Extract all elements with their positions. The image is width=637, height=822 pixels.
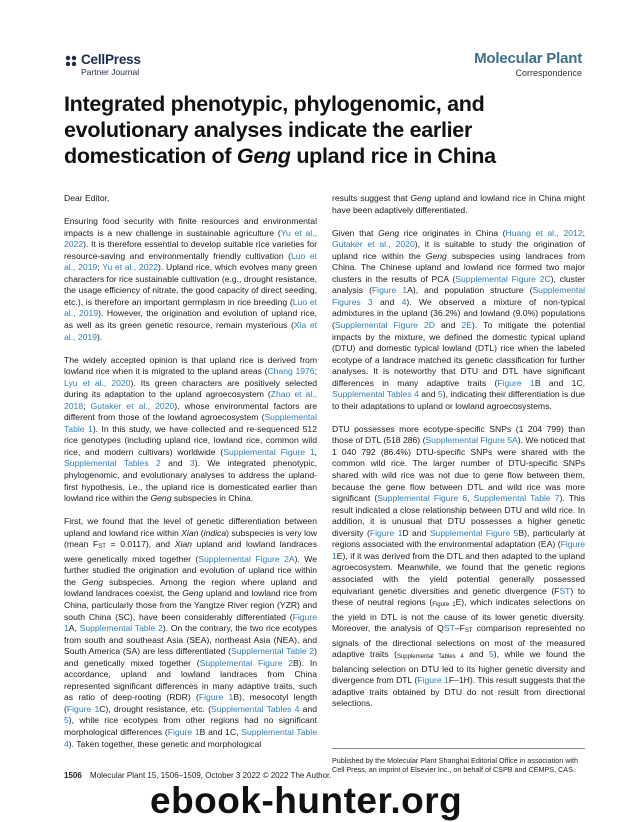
text-run: ), cluster analysis ( — [332, 273, 585, 296]
text-run: and — [418, 389, 438, 400]
text-run: ). On the contrary, the two rice ecotypes from south and southeast Asia (SEA), northeast Asia (NEA), and South America (SA) are less differentiated ( — [64, 623, 318, 657]
subscript: Figure 1 — [432, 602, 456, 609]
text-run: C), drought resistance, etc. ( — [99, 703, 211, 714]
journal-name: Molecular Plant — [474, 50, 582, 67]
reference-link[interactable]: Figure 1 — [332, 539, 585, 561]
reference-link[interactable]: Supplemental Figure 5A — [425, 435, 518, 446]
text-run: = 0.0117), and — [105, 539, 175, 550]
italic-term: Geng — [82, 576, 104, 587]
reference-link[interactable]: 5 — [489, 649, 494, 660]
text-run: ). We integrated phenotypic, phylogenomic, and evolutionary analyses to address the upland-first hypothesis, i.e., the upland rice is domesticated earlier than lowland rice within the — [64, 458, 317, 504]
text-run: A), and population structure ( — [407, 285, 533, 296]
text-run: upland and lowland rice from China, particularly those from the Yangtze River region (YZR) and south China (SC), have been considerably differentiated ( — [64, 588, 317, 622]
paragraph — [64, 516, 317, 750]
reference-link[interactable]: Supplemental Figure 5 — [429, 527, 519, 538]
text-run: ), it is suitable to study the origination of upland rice within the — [332, 239, 586, 261]
text-run: Ensuring food security with finite resources and environmental impacts is a new challenge in sustainable agriculture ( — [64, 216, 317, 238]
text-run: ) and genetically mixed together ( — [64, 646, 317, 668]
reference-link[interactable]: Supplemental Table 1 — [64, 412, 317, 434]
article-title — [64, 91, 584, 169]
text-run: rice originates in China ( — [399, 227, 506, 238]
text-run: ), while rice ecotypes from other regions had no significant morphological differences ( — [64, 715, 317, 738]
reference-link[interactable]: Yu et al., 2022 — [64, 227, 317, 250]
text-run: Given that — [332, 227, 379, 238]
italic-term: Geng — [425, 250, 447, 261]
title-line-3-italic: Geng — [236, 144, 291, 168]
text-run: ) subspecies is very low (mean F — [64, 527, 317, 550]
text-run: subspecies using landraces from China. The Chinese upland and lowland rice formed two major clusters in the results of PCA ( — [332, 250, 585, 284]
text-run: and — [463, 649, 490, 660]
text-run: subspecies. Among the region where upland and lowland landraces coexist, the — [64, 576, 317, 599]
text-run: ), indicating their differentiation is due to their adaptations to upland or lowland agroecosystems. — [332, 389, 586, 411]
text-run: ). — [96, 331, 103, 342]
reference-link[interactable]: Gutaker et al., 2020 — [332, 239, 415, 250]
reference-link[interactable]: Gutaker et al., 2020 — [90, 400, 175, 411]
page-footer — [64, 771, 332, 780]
journal-citation: Molecular Plant 15, 1506–1509, October 3 2022 © 2022 The Author. — [90, 771, 332, 780]
text-run: ). In this study, we have collected and re-sequenced 512 rice genotypes (including upland rice, lowland rice, common wild rice, and modern cultivars) worldwide ( — [64, 423, 317, 457]
reference-link[interactable]: Figure 1 — [198, 692, 234, 703]
reference-link[interactable]: Supplemental Table 2 — [231, 646, 315, 657]
text-run: ). To mitigate the potential impacts by the mixture, we defined the domestic typical upland (DTU) and domestic typical lowland (DTL) rice when the labeled ecotype of a landrace matched its genetic classification for further analyses. It is noteworthy that DTU and DTL have significant differences in many adaptive traits ( — [332, 319, 585, 388]
reference-link[interactable]: Luo et al., 2019 — [64, 296, 317, 319]
reference-link[interactable]: Lyu et al., 2020 — [64, 377, 131, 388]
text-run: comparison represented no signals of the directional selections on most of the measured adaptive traits ( — [332, 623, 585, 660]
subscript: ST — [98, 544, 106, 551]
reference-link[interactable]: Yu et al., 2022 — [102, 262, 159, 273]
text-run: and — [372, 296, 402, 307]
text-run: ). Upland rice, which evolves many green characters for rice sustainable cultivation (e.g., drought resistance, the usage efficiency of nitrate, the good capacity of direct seeding, etc.), is therefore an important germplasm in rice breeding ( — [64, 262, 317, 307]
italic-term: Geng — [410, 193, 432, 203]
reference-link[interactable]: 2E — [461, 319, 472, 330]
italic-term: Xian — [181, 527, 199, 538]
italic-term: Geng — [182, 588, 204, 599]
reference-link[interactable]: Supplemental Figure 2A — [198, 553, 295, 564]
reference-link[interactable]: ST — [559, 585, 571, 596]
text-run: and — [299, 703, 317, 714]
text-run: , — [314, 446, 318, 457]
text-run: subspecies in China. — [171, 493, 254, 504]
reference-link[interactable]: 3 — [189, 458, 195, 469]
reference-link[interactable]: Huang et al., 2012 — [505, 227, 583, 238]
text-run: ; — [83, 400, 91, 411]
text-run: , — [467, 493, 474, 504]
reference-link[interactable]: Supplemental Tables 2 — [64, 458, 161, 469]
reference-link[interactable]: Figure 1 — [371, 285, 408, 296]
reference-link[interactable]: Supplemental Table 2 — [79, 623, 163, 634]
reference-link[interactable]: Chang 1976 — [267, 366, 315, 377]
watermark-text: ebook-hunter.org — [150, 780, 463, 821]
italic-term: Xian — [174, 539, 192, 550]
text-run: ). We observed a mixture of non-typical admixtures in the upland (36.2%) and lowland (9.0%) populations ( — [332, 296, 585, 330]
left-column — [64, 193, 317, 762]
right-column — [332, 193, 585, 721]
reference-link[interactable]: Supplemental Table 7 — [473, 493, 560, 504]
reference-link[interactable]: Supplemental Figure 2C — [455, 273, 551, 284]
text-run: A, — [68, 623, 80, 634]
reference-link[interactable]: Supplemental Tables 4 — [332, 389, 419, 400]
text-run: ; — [97, 262, 103, 273]
text-run: D and — [402, 527, 430, 538]
text-run: and — [434, 319, 462, 330]
title-line-3-pre: domestication of — [64, 144, 237, 168]
text-run: B), particularly at regions associated with the environmental adaptation (EA) ( — [332, 527, 585, 550]
text-run: B and 1C, — [534, 377, 585, 388]
paragraph — [64, 355, 317, 505]
text-run: E), if it was derived from the DTL and then adapted to the upland agroecosystem. Meanwhile, we found that the genetic regions associated with the yield potential generally possessed equivariant genetic diversities and genetic divergence (F — [332, 550, 585, 596]
journal-header — [474, 50, 582, 78]
text-run: ) to these of neutral regions ( — [332, 585, 585, 608]
reference-link[interactable]: Figure 1 — [417, 675, 449, 686]
reference-link[interactable]: Supplemental Table 4 — [64, 727, 317, 749]
reference-link[interactable]: 4 — [401, 296, 407, 307]
reference-link[interactable]: Supplemental Figure 2D — [334, 319, 435, 330]
paragraph — [64, 216, 317, 343]
text-run: ; — [314, 366, 317, 377]
text-run: B and 1C, — [199, 727, 242, 738]
paragraph — [332, 228, 585, 413]
reference-link[interactable]: Xia et al., 2019 — [64, 319, 317, 342]
cellpress-logo-icon — [64, 54, 78, 68]
text-run: The widely accepted opinion is that upland rice is derived from lowland rice when it is migrated to the upland areas ( — [64, 354, 317, 377]
italic-term: Geng — [378, 227, 400, 238]
title-line-2: evolutionary analyses indicate the earlier — [64, 118, 473, 142]
italic-term: indica — [203, 527, 227, 538]
reference-link[interactable]: ST — [443, 623, 455, 634]
text-run: ). However, the origination and evolution of upland rice, as well as its green genetic resource, remain mysterious ( — [64, 308, 317, 330]
italic-term: Geng — [150, 493, 172, 504]
subscript: Supplemental Tables 4 — [396, 654, 464, 661]
salutation: Dear Editor, — [64, 193, 110, 203]
text-run: ; — [582, 227, 585, 238]
paragraph — [332, 424, 585, 710]
text-run: ). We further studied the origination and evolution of upland rice within the — [64, 553, 318, 587]
text-run: B), mesocotyl length ( — [64, 692, 317, 714]
publisher-name: CellPress — [81, 52, 141, 67]
paragraph — [332, 193, 585, 216]
reference-link[interactable]: Figure 1 — [497, 377, 535, 388]
text-run: ). It is therefore essential to develop suitable rice varieties for resource-saving and environmentally friendly cultivation ( — [64, 239, 317, 261]
title-line-1: Integrated phenotypic, phylogenomic, and — [64, 92, 485, 116]
reference-link[interactable]: Figure 1 — [369, 527, 403, 538]
text-run: ). We noticed that 1 040 792 (86.4%) DTU-specific SNPs were shared with the common wild rice. The larger number of DTU-specific SNPs shared with wild rice was not due to gene flow between them, because the gene flow between DTL and wild rice was more significant ( — [332, 435, 585, 504]
reference-link[interactable]: 5 — [64, 715, 69, 726]
reference-link[interactable]: Figure 1 — [167, 727, 200, 738]
text-run: results suggest that — [332, 193, 411, 203]
text-run: E), which indicates selections on the yield in DTL is not the cause of its lower genetic diversity. Moreover, the analysis of Q — [332, 597, 585, 634]
text-run: First, we found that the level of genetic differentiation between upland and lowland rice within — [64, 516, 317, 538]
text-run: –F — [454, 623, 465, 634]
text-run: ). Taken together, these genetic and morphological — [68, 738, 262, 749]
text-run: upland and lowland rice in China might have been adaptively differentiated. — [332, 193, 585, 215]
text-run: ), while we found the balancing selection on DTU led to its higher genetic diversity and divergence from DTL ( — [332, 649, 585, 686]
title-line-3-post: upland rice in China — [290, 144, 496, 168]
text-run: ), whose environmental factors are different from those of the lowland agroecosystem ( — [64, 400, 317, 423]
text-run: ). Its green characters are positively selected during its adaptation to the upland agroecosystem ( — [64, 377, 317, 400]
reference-link[interactable]: Figure 1 — [64, 611, 317, 634]
reference-link[interactable]: Supplemental Figures 3 — [332, 285, 586, 307]
reference-link[interactable]: Supplemental Figure 2 — [199, 657, 293, 668]
subscript: ST — [464, 628, 473, 635]
text-run: B). In accordance, upland and lowland landraces from China represented significant differences in many adaptive traits, such as ratio of deep-rooting (RDR) ( — [64, 657, 317, 703]
text-run: upland and lowland landraces were genetically mixed together ( — [64, 539, 318, 564]
publisher-footnote: Published by the Molecular Plant Shanghai Editorial Office in association with Cell Press, an imprint of Elsevier Inc., on behalf of CSPB and CEMPS, CAS. — [332, 748, 585, 774]
text-run: DTU possesses more ecotype-specific SNPs (1 204 799) than those of DTL (518 286) ( — [332, 423, 585, 446]
page-number: 1506 — [64, 771, 82, 780]
text-run: and — [160, 458, 190, 469]
text-run: ). This result indicated a close relationship between DTU and wild rice. In addition, it is unusual that DTU possesses a higher genetic diversity ( — [332, 493, 586, 538]
article-type: Correspondence — [515, 68, 582, 78]
publisher-subtitle: Partner Journal — [81, 67, 140, 77]
text-run: ( — [198, 527, 204, 538]
reference-link[interactable]: Luo et al., 2019 — [64, 250, 317, 273]
text-run: F–1H). This result suggests that the adaptive traits obtained by DTU do not result from directional selections. — [332, 675, 585, 709]
reference-link[interactable]: Supplemental Figure 6 — [377, 493, 468, 504]
reference-link[interactable]: Figure 1 — [66, 703, 100, 714]
reference-link[interactable]: Supplemental Figure 1 — [223, 446, 315, 457]
reference-link[interactable]: Supplemental Tables 4 — [210, 703, 300, 714]
reference-link[interactable]: 5 — [437, 389, 443, 400]
reference-link[interactable]: Zhao et al., 2018 — [64, 389, 318, 411]
